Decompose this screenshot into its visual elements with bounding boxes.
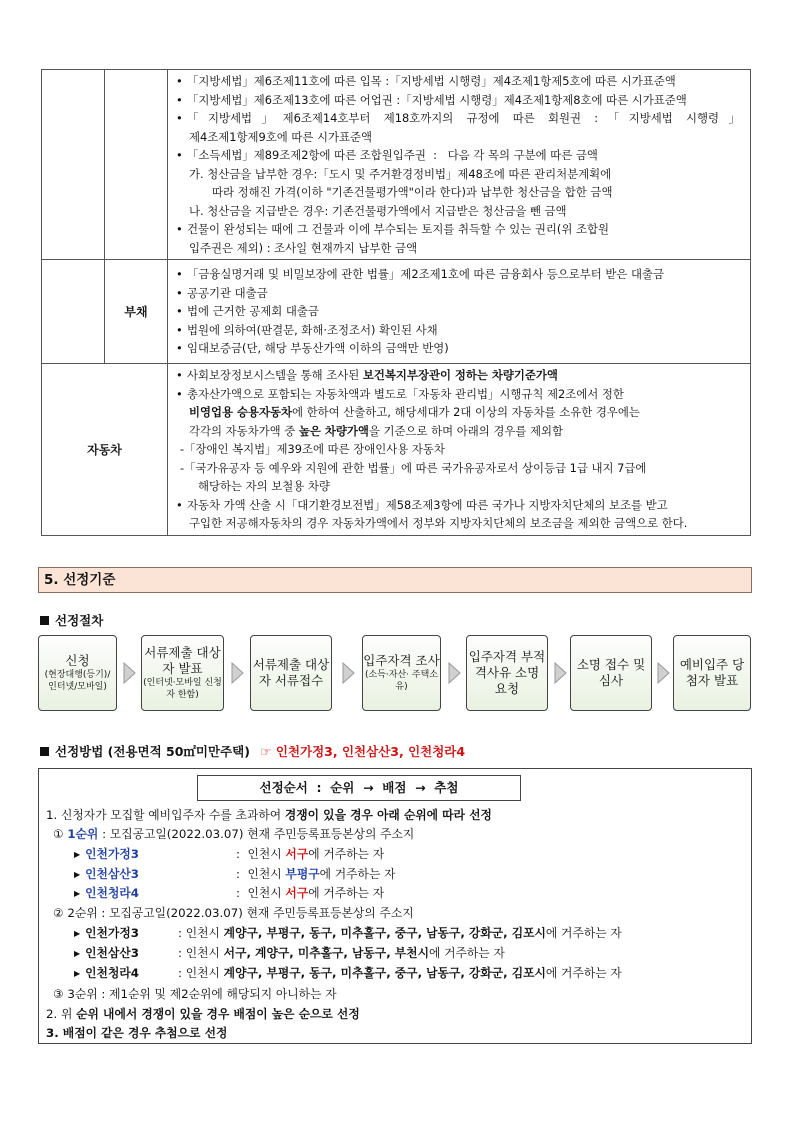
list-item-continuation: 제4조제1항제9호에 따른 시가표준액 — [189, 129, 373, 144]
section-5-header: 5. 선정기준 — [38, 567, 752, 593]
procedure-heading: 선정절차 — [40, 611, 103, 629]
list-item: • 법원에 의하여(판결문, 화해·조정조서) 확인된 사채 — [176, 322, 438, 337]
list-item: • 공공기관 대출금 — [176, 285, 268, 300]
rank-2-line: ② 2순위 : 모집공고일(2022.03.07) 현재 주민등록표등본상의 주소지 — [53, 906, 414, 920]
flow-step-announcement: 예비입주 당첨자 발표 — [673, 635, 751, 711]
exception-item: -「장애인 복지법」제39조에 따른 장애인사용 자동차 — [180, 442, 445, 457]
rank-2-item: ▶ 인천청라4 — [74, 966, 139, 980]
list-item: • 총자산가액으로 포함되는 자동차액과 별도로「자동차 관리법」시행규칙 제2조에서 정한 — [176, 386, 624, 401]
flow-step-document-targets: 서류제출 대상자 발표 (인터넷·모바일 신청자 한함) — [141, 635, 224, 711]
debt-label: 부채 — [105, 260, 168, 364]
exception-item-continuation: 해당하는 자의 보철용 차량 — [198, 479, 330, 494]
rank-1-item-desc: : 인천시 서구에 거주하는 자 — [236, 847, 385, 861]
list-item: • 「지방세법」제6조제14호부터 제18호까지의 규정에 따른 회원권 :「지방세법 시행령」 — [176, 111, 740, 125]
arrow-right-icon — [121, 661, 137, 685]
method-heading: 선정방법 (전용면적 50㎡미만주택) ☞ 인천가정3, 인천삼산3, 인천청라4 — [40, 742, 465, 760]
list-item: • 임대보증금(단, 해당 부동산가액 이하의 금액만 반영) — [176, 341, 449, 356]
rank-1-item: ▶ 인천가정3 — [74, 847, 139, 861]
square-bullet-icon — [40, 616, 49, 625]
rank-3-line: ③ 3순위 : 제1순위 및 제2순위에 해당되지 아니하는 자 — [53, 987, 337, 1001]
order-title: 선정순서 : 순위 → 배점 → 추첨 — [197, 775, 521, 801]
arrow-right-icon — [229, 661, 245, 685]
list-item: • 법에 근거한 공제회 대출금 — [176, 304, 319, 319]
rank-2-item: ▶ 인천삼산3 — [74, 946, 139, 960]
list-item: • 「지방세법」제6조제13호에 따른 어업권 :「지방세법 시행령」제4조제1항제8호에 따른 시가표준액 — [176, 92, 687, 107]
list-item-continuation: 입주권은 제외) : 조사일 현재까지 납부한 금액 — [189, 240, 418, 255]
arrow-right-icon — [340, 661, 356, 685]
list-item-continuation: 구입한 저공해자동차의 경우 자동차가액에서 정부와 지방자치단체의 보조금을 제외한 금액으로 한다. — [189, 516, 688, 531]
pointer-icon: ☞ — [260, 744, 272, 759]
debt-items-cell — [168, 260, 751, 364]
flow-step-eligibility-check: 입주자격 조사 (소득·자산· 주택소유) — [362, 635, 441, 711]
arrow-right-icon — [552, 661, 568, 685]
rule-line-3: 3. 배점이 같은 경우 추첨으로 선정 — [46, 1026, 228, 1040]
rank-2-item: ▶ 인천가정3 — [74, 926, 139, 940]
sub-item-continuation: 따라 정해진 가격(이하 "기존건물평가액"이라 한다)과 납부한 청산금을 합한 금액 — [212, 185, 613, 199]
rank-1-item: ▶ 인천청라4 — [74, 886, 139, 900]
flow-step-apply: 신청 (현장대행(등기)/ 인터넷/모바일) — [38, 635, 117, 711]
rank-1-item: ▶ 인천삼산3 — [74, 867, 139, 881]
rank-2-item-desc: : 인천시 계양구, 부평구, 동구, 미추홀구, 중구, 남동구, 강화군, 김포시에 거주하는 자 — [178, 926, 622, 940]
flow-step-review: 소명 접수 및 심사 — [570, 635, 652, 711]
list-item: • 자동차 가액 산출 시「대기환경보전법」제58조제3항에 따른 국가나 지방자치단체의 보조를 받고 — [176, 497, 668, 512]
car-items-cell — [168, 364, 751, 536]
asset-items-cell — [168, 70, 751, 260]
subcategory-cell-empty — [105, 70, 168, 260]
flow-step-document-receipt: 서류제출 대상자 서류접수 — [250, 635, 332, 711]
rank-1-line: ① 1순위 : 모집공고일(2022.03.07) 현재 주민등록표등본상의 주소지 — [53, 827, 415, 841]
rank-2-item-desc: : 인천시 계양구, 부평구, 동구, 미추홀구, 중구, 남동구, 강화군, 김포시에 거주하는 자 — [178, 966, 622, 980]
car-label: 자동차 — [42, 364, 168, 536]
rank-2-item-desc: : 인천시 서구, 계양구, 미추홀구, 남동구, 부천시에 거주하는 자 — [178, 946, 505, 960]
flow-step-ineligibility-notice: 입주자격 부적격사유 소명 요청 — [466, 635, 548, 711]
asset-table — [41, 69, 751, 536]
complex-list: 인천가정3, 인천삼산3, 인천청라4 — [275, 744, 466, 759]
list-item-continuation: 비영업용 승용자동차에 한하여 산출하고, 해당세대가 2대 이상의 자동차를 소유한 경우에는 — [189, 405, 640, 420]
list-item: • 사회보장정보시스템을 통해 조사된 보건복지부장관이 정하는 차량기준가액 — [176, 368, 558, 383]
list-item: • 「소득세법」제89조제2항에 따른 조합원입주권 : 다음 각 목의 구분에 따른 금액 — [176, 148, 598, 162]
arrow-right-icon — [446, 661, 462, 685]
list-item: • 「금융실명거래 및 비밀보장에 관한 법률」제2조제1호에 따른 금융회사 등으로부터 받은 대출금 — [176, 267, 664, 282]
rule-line-1: 1. 신청자가 모집할 예비입주자 수를 초과하여 경쟁이 있을 경우 아래 순위에 따라 선정 — [46, 808, 492, 822]
rank-1-item-desc: : 인천시 서구에 거주하는 자 — [236, 886, 385, 900]
category-cell-empty — [42, 70, 105, 260]
rule-line-2: 2. 위 순위 내에서 경쟁이 있을 경우 배점이 높은 순으로 선정 — [46, 1007, 360, 1021]
exception-item: -「국가유공자 등 예우와 지원에 관한 법률」에 따른 국가유공자로서 상이등급 1급 내지 7급에 — [180, 460, 647, 475]
rank-1-item-desc: : 인천시 부평구에 거주하는 자 — [236, 867, 396, 881]
sub-item: 가. 청산금을 납부한 경우:「도시 및 주거환경정비법」제48조에 따른 관리처분계획에 — [189, 166, 612, 181]
square-bullet-icon — [40, 747, 49, 756]
list-item-continuation: 각각의 자동차가액 중 높은 차량가액을 기준으로 하며 아래의 경우를 제외함 — [189, 423, 564, 438]
arrow-right-icon — [655, 661, 671, 685]
sub-item: 나. 청산금을 지급받은 경우: 기존건물평가액에서 지급받은 청산금을 뺀 금액 — [189, 203, 567, 218]
category-cell-empty — [42, 260, 105, 364]
list-item: • 「지방세법」제6조제11호에 따른 입목 :「지방세법 시행령」제4조제1항제5호에 따른 시가표준액 — [176, 74, 676, 88]
list-item: • 건물이 완성되는 때에 그 건물과 이에 부수되는 토지를 취득할 수 있는 권리(위 조합원 — [176, 222, 610, 236]
